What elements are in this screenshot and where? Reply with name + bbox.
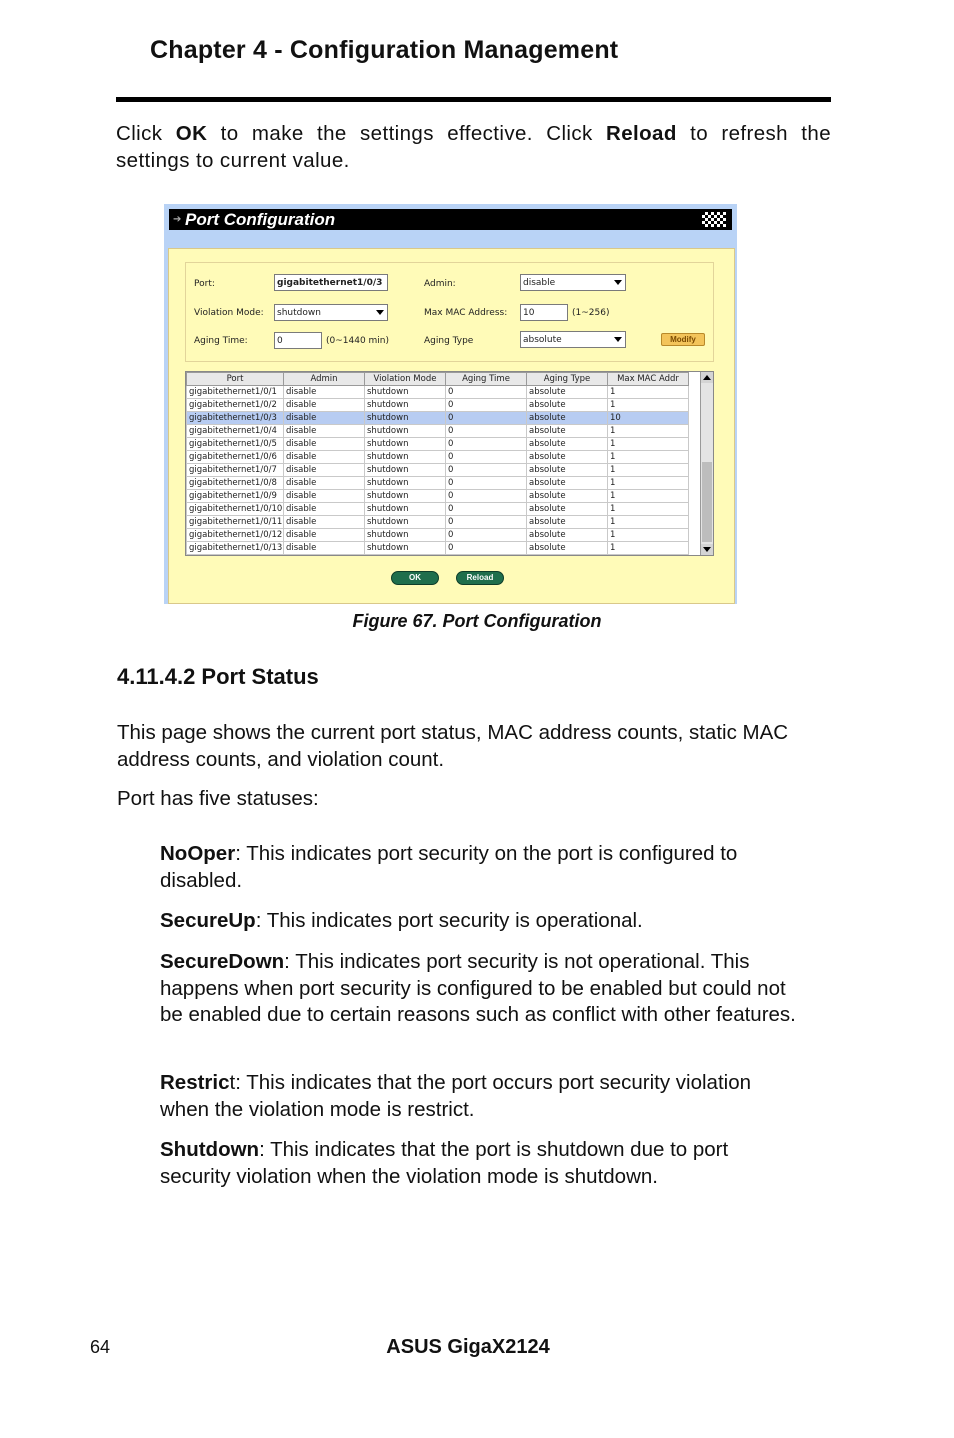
definition-secureup [160, 908, 800, 935]
violation-mode-value: shutdown [277, 308, 321, 318]
definition-text: : This indicates port security is operational. [255, 909, 643, 932]
max-mac-label: Max MAC Address: [424, 308, 508, 318]
table-cell: disable [284, 529, 365, 542]
table-cell: disable [284, 425, 365, 438]
table-row[interactable] [187, 399, 689, 412]
table-cell: gigabitethernet1/0/11 [187, 516, 284, 529]
table-cell: absolute [527, 386, 608, 399]
scroll-thumb[interactable] [702, 462, 712, 542]
table-cell: absolute [527, 503, 608, 516]
port-field[interactable]: gigabitethernet1/0/3 [274, 274, 388, 291]
column-header[interactable]: Violation Mode [365, 373, 446, 386]
table-cell: gigabitethernet1/0/2 [187, 399, 284, 412]
table-cell: disable [284, 438, 365, 451]
admin-select[interactable] [520, 274, 626, 291]
table-row[interactable] [187, 516, 689, 529]
definition-text: : This indicates that the port is shutdown due to port security violation when the violation mode is shutdown. [160, 1138, 729, 1188]
table-cell: 0 [446, 477, 527, 490]
table-cell: absolute [527, 490, 608, 503]
table-cell: shutdown [365, 438, 446, 451]
violation-mode-label: Violation Mode: [194, 308, 264, 318]
table-cell: 1 [608, 425, 689, 438]
table-row[interactable] [187, 464, 689, 477]
reload-keyword: Reload [606, 122, 677, 145]
definition-nooper [160, 841, 800, 894]
table-cell: shutdown [365, 503, 446, 516]
table-cell: shutdown [365, 542, 446, 555]
table-row[interactable] [187, 425, 689, 438]
table-cell: 0 [446, 425, 527, 438]
chevron-down-icon [614, 337, 622, 342]
section-paragraph: This page shows the current port status, MAC address counts, static MAC address counts, and violation count. [117, 721, 789, 771]
definition-text: : This indicates port security on the port is configured to disabled. [160, 842, 738, 892]
table-cell: 0 [446, 529, 527, 542]
table-cell: 0 [446, 451, 527, 464]
table-cell: gigabitethernet1/0/9 [187, 490, 284, 503]
ok-keyword: OK [175, 122, 208, 145]
table-cell: shutdown [365, 451, 446, 464]
table-cell: shutdown [365, 425, 446, 438]
table-cell: gigabitethernet1/0/13 [187, 542, 284, 555]
chevron-down-icon [376, 310, 384, 315]
table-cell: 1 [608, 503, 689, 516]
table-cell: 1 [608, 451, 689, 464]
table-row[interactable] [187, 412, 689, 425]
section-paragraph: Port has five statuses: [117, 787, 319, 810]
header-rule [116, 97, 831, 102]
scroll-down-icon[interactable] [701, 544, 713, 555]
definition-shutdown [160, 1137, 800, 1190]
definition-text: t: This indicates that the port occurs port security violation when the violation mode is restrict. [160, 1071, 751, 1121]
aging-type-select[interactable] [520, 331, 626, 348]
table-cell: 1 [608, 529, 689, 542]
table-cell: 0 [446, 542, 527, 555]
table-cell: shutdown [365, 490, 446, 503]
ok-button[interactable]: OK [391, 571, 439, 585]
table-cell: disable [284, 399, 365, 412]
table-cell: shutdown [365, 516, 446, 529]
table-cell: absolute [527, 542, 608, 555]
table-cell: absolute [527, 412, 608, 425]
table-cell: 1 [608, 516, 689, 529]
table-cell: gigabitethernet1/0/4 [187, 425, 284, 438]
table-row[interactable] [187, 542, 689, 555]
table-cell: 1 [608, 542, 689, 555]
table-cell: gigabitethernet1/0/7 [187, 464, 284, 477]
table-cell: gigabitethernet1/0/1 [187, 386, 284, 399]
definition-term: NoOper [160, 842, 236, 865]
aging-type-value: absolute [523, 335, 562, 345]
section-heading: 4.11.4.2 Port Status [117, 664, 319, 689]
table-cell: 1 [608, 438, 689, 451]
table-cell: shutdown [365, 399, 446, 412]
table-scrollbar[interactable] [700, 372, 713, 555]
table-cell: 0 [446, 399, 527, 412]
table-cell: 0 [446, 438, 527, 451]
table-cell: 1 [608, 477, 689, 490]
definition-term: SecureUp [160, 909, 256, 932]
config-form [185, 262, 714, 362]
table-cell: shutdown [365, 529, 446, 542]
table-cell: gigabitethernet1/0/10 [187, 503, 284, 516]
reload-button[interactable]: Reload [456, 571, 504, 585]
page-number: 64 [90, 1337, 111, 1357]
aging-time-range: (0~1440 min) [326, 336, 390, 346]
table-cell: shutdown [365, 464, 446, 477]
port-table [186, 372, 689, 555]
column-header[interactable]: Admin [284, 373, 365, 386]
table-cell: disable [284, 451, 365, 464]
table-cell: gigabitethernet1/0/6 [187, 451, 284, 464]
table-cell: shutdown [365, 477, 446, 490]
table-cell: disable [284, 464, 365, 477]
scroll-up-icon[interactable] [701, 372, 713, 383]
modify-button[interactable]: Modify [661, 333, 705, 346]
table-row[interactable] [187, 477, 689, 490]
port-table-container [185, 371, 714, 556]
table-cell: shutdown [365, 386, 446, 399]
table-cell: 0 [446, 503, 527, 516]
table-cell: absolute [527, 425, 608, 438]
max-mac-field[interactable]: 10 [520, 304, 568, 321]
table-cell: shutdown [365, 412, 446, 425]
table-header-row [187, 373, 689, 386]
table-cell: 1 [608, 399, 689, 412]
aging-time-label: Aging Time: [194, 336, 248, 346]
table-cell: disable [284, 477, 365, 490]
port-label: Port: [194, 279, 215, 289]
table-cell: absolute [527, 464, 608, 477]
table-cell: disable [284, 503, 365, 516]
table-cell: 0 [446, 490, 527, 503]
table-row[interactable] [187, 503, 689, 516]
table-cell: 10 [608, 412, 689, 425]
column-header[interactable]: Aging Time [446, 373, 527, 386]
table-cell: disable [284, 516, 365, 529]
table-cell: 0 [446, 516, 527, 529]
table-cell: disable [284, 412, 365, 425]
definition-restrict [160, 1070, 800, 1123]
table-cell: disable [284, 386, 365, 399]
table-cell: 1 [608, 490, 689, 503]
window-title: Port Configuration [185, 210, 336, 229]
column-header[interactable]: Port [187, 373, 284, 386]
logo-icon [702, 212, 726, 227]
table-cell: absolute [527, 399, 608, 412]
aging-time-field[interactable]: 0 [274, 332, 322, 349]
max-mac-range: (1~256) [572, 308, 610, 318]
config-panel [168, 248, 735, 604]
table-cell: gigabitethernet1/0/12 [187, 529, 284, 542]
footer-title: ASUS GigaX2124 [386, 1336, 550, 1358]
definition-term: Restric [160, 1071, 230, 1094]
table-cell: 1 [608, 464, 689, 477]
table-cell: gigabitethernet1/0/8 [187, 477, 284, 490]
table-cell: disable [284, 490, 365, 503]
admin-label: Admin: [424, 279, 456, 289]
table-cell: absolute [527, 529, 608, 542]
intro-text: to make the settings effective. Click [207, 122, 607, 145]
window-title-bar [169, 209, 732, 230]
definition-term: Shutdown [160, 1138, 260, 1161]
admin-select-value: disable [523, 278, 556, 288]
table-cell: 1 [608, 386, 689, 399]
table-cell: absolute [527, 477, 608, 490]
title-arrow-icon: ➔ [173, 214, 182, 225]
port-configuration-screenshot [164, 204, 737, 604]
table-cell: absolute [527, 516, 608, 529]
table-cell: gigabitethernet1/0/3 [187, 412, 284, 425]
definition-text: : This indicates port security is not operational. This happens when port security is configured to be enabled but could not be enabled due to certain reasons such as conflict with other features. [160, 950, 796, 1026]
definition-term: SecureDown [160, 950, 285, 973]
intro-text: to refresh the settings to current value. [116, 122, 831, 172]
aging-type-label: Aging Type [424, 336, 474, 346]
table-cell: absolute [527, 451, 608, 464]
intro-text: Click [116, 122, 176, 145]
figure-caption: Figure 67. Port Configuration [352, 611, 602, 631]
column-header[interactable]: Max MAC Addr [608, 373, 689, 386]
table-row[interactable] [187, 451, 689, 464]
column-header[interactable]: Aging Type [527, 373, 608, 386]
table-row[interactable] [187, 529, 689, 542]
table-cell: 0 [446, 386, 527, 399]
table-cell: 0 [446, 412, 527, 425]
chapter-title: Chapter 4 - Configuration Management [150, 36, 619, 64]
table-row[interactable] [187, 490, 689, 503]
intro-paragraph [116, 120, 831, 174]
table-row[interactable] [187, 438, 689, 451]
table-cell: disable [284, 542, 365, 555]
table-cell: absolute [527, 438, 608, 451]
chevron-down-icon [614, 280, 622, 285]
definition-securedown [160, 949, 800, 1029]
table-cell: 0 [446, 464, 527, 477]
table-row[interactable] [187, 386, 689, 399]
table-cell: gigabitethernet1/0/5 [187, 438, 284, 451]
violation-mode-select[interactable] [274, 304, 388, 321]
